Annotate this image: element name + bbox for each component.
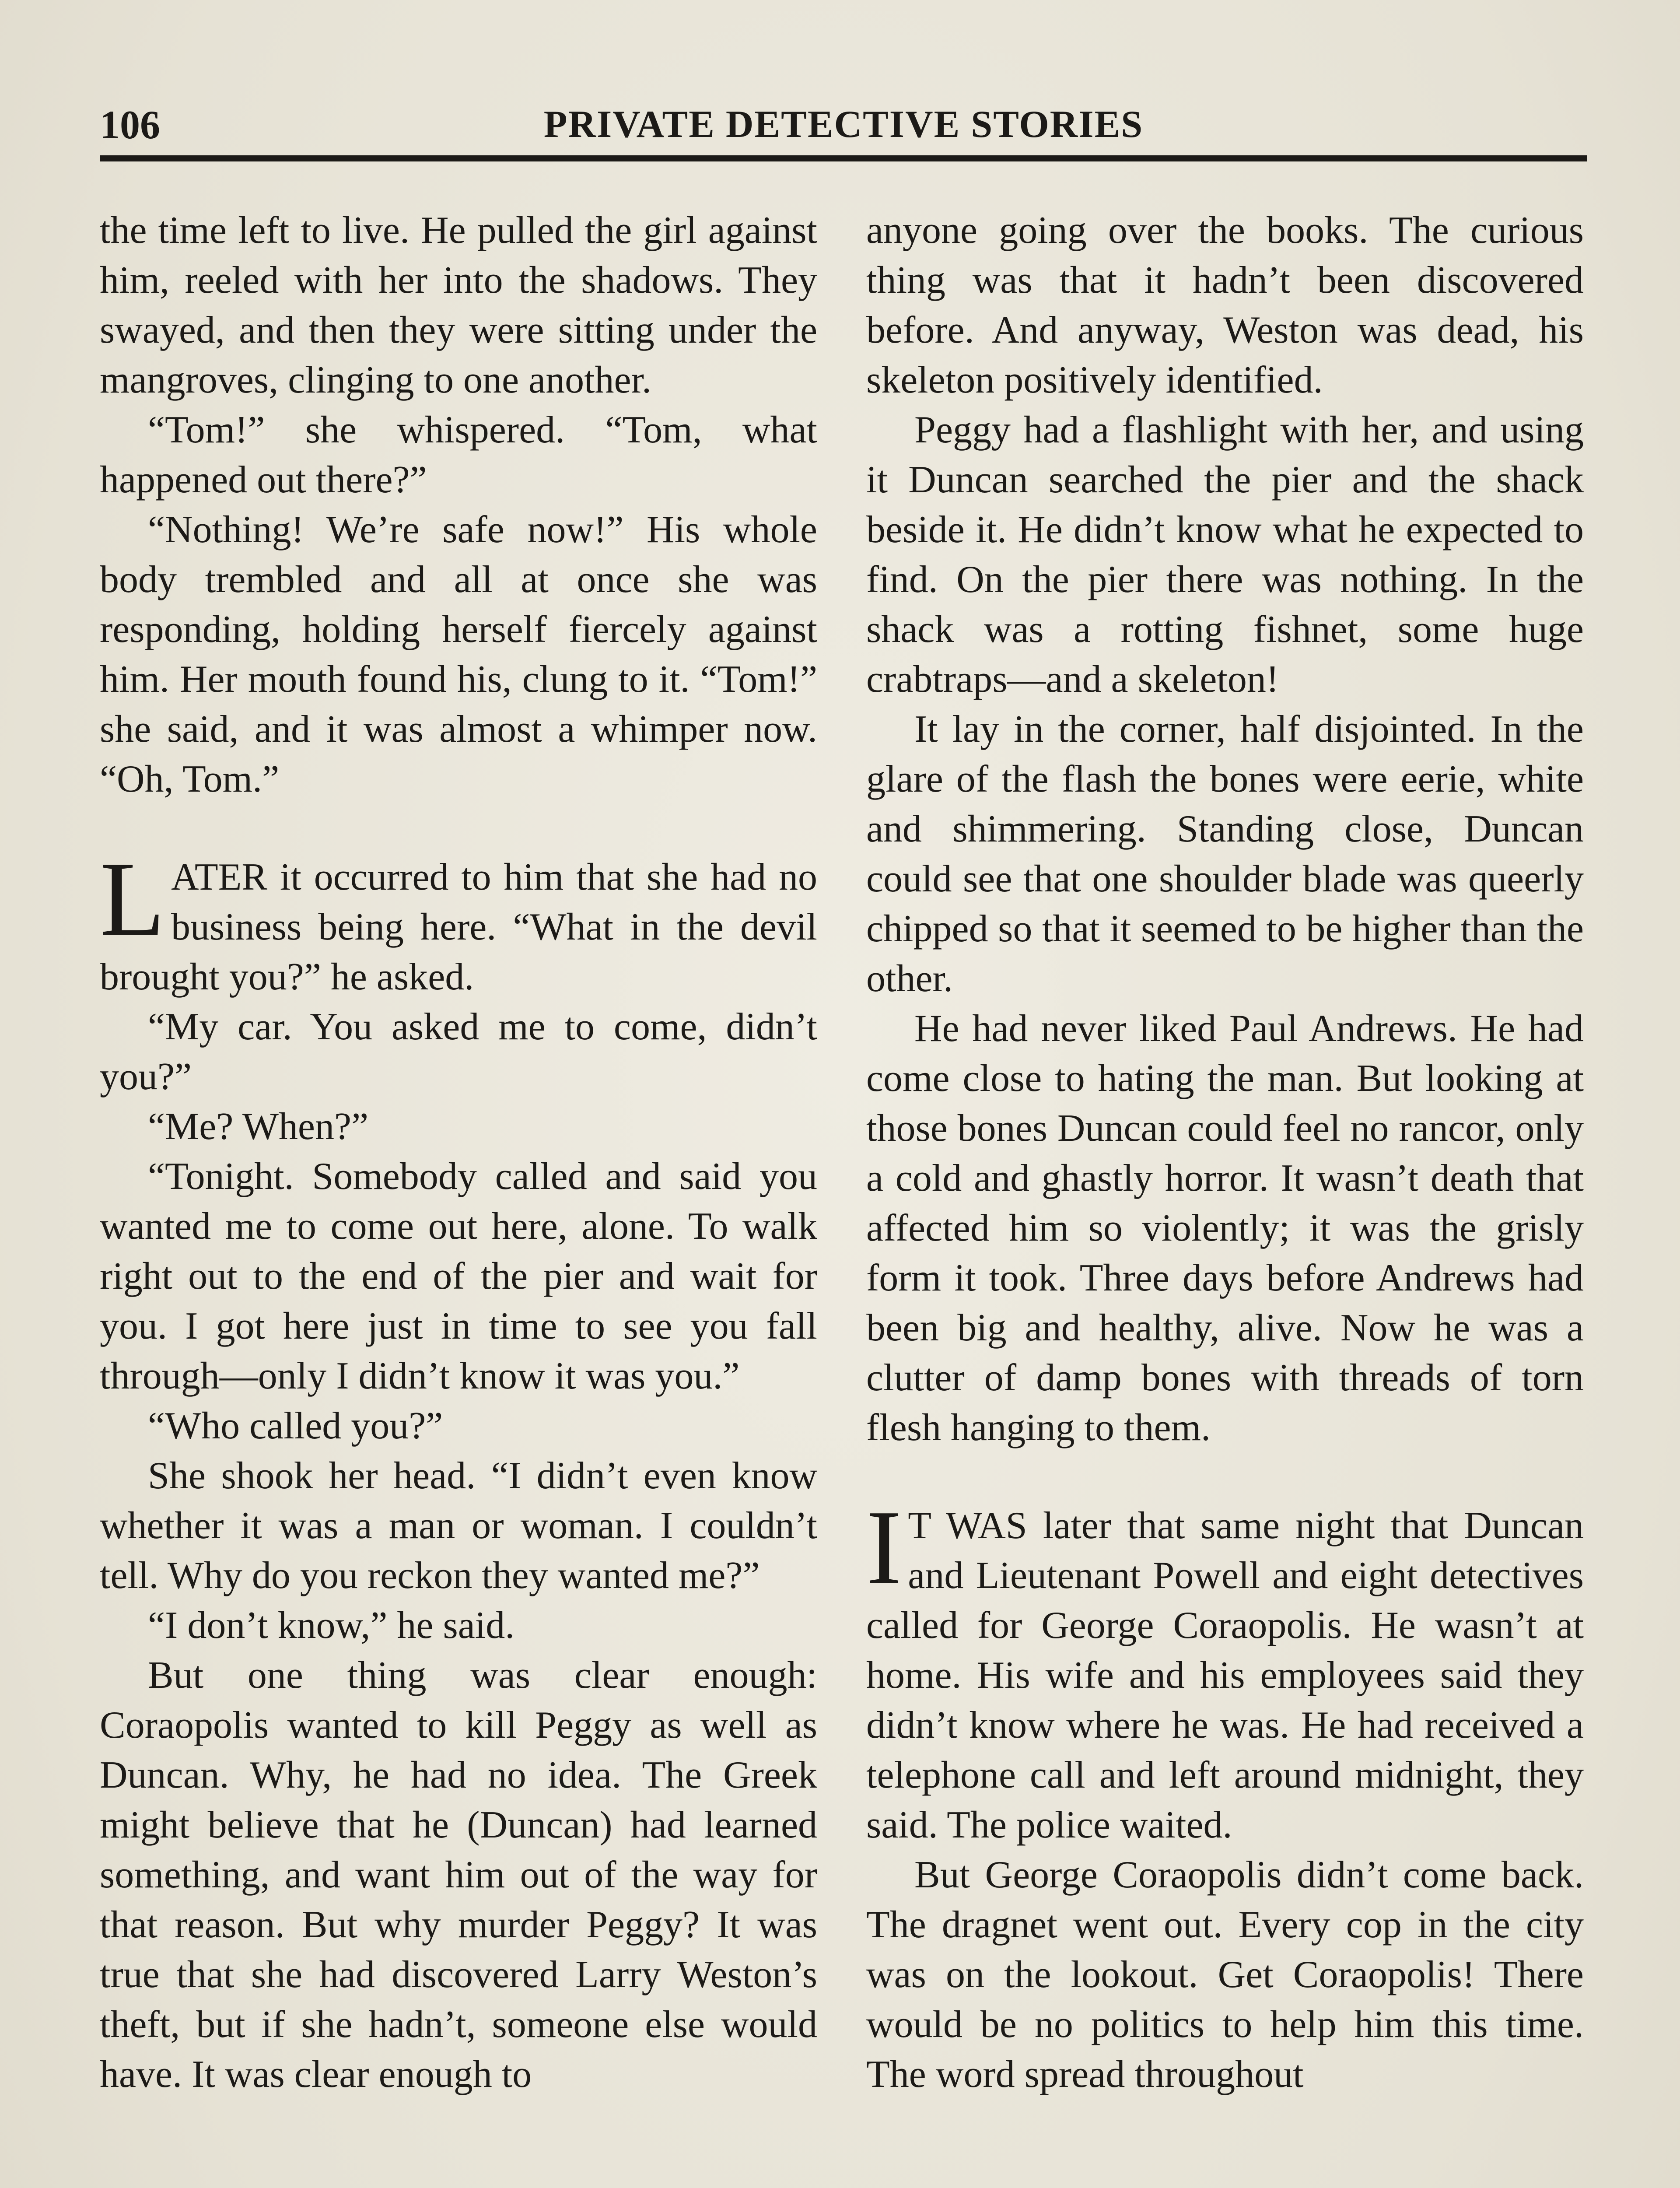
section-break-later <box>100 840 817 2100</box>
drop-cap: L <box>100 840 165 958</box>
paragraph: “Tom!” she whispered. “Tom, what happened out there?” <box>100 409 817 501</box>
paragraph: “Who called you?” <box>148 1405 443 1447</box>
header-rule <box>100 155 1587 161</box>
paragraph: the time left to live. He pulled the girl against him, reeled with her into the shadows. They swayed, and then they were sitting under the mangroves, clinging to one another. <box>100 209 817 401</box>
paragraph: “Nothing! We’re safe now!” His whole body trembled and all at once she was responding, holding herself fiercely against him. Her mouth found his, clung to it. “Tom!” she said, and it was almost a whimper now. “Oh, Tom.” <box>100 508 817 800</box>
paragraph: She shook her head. “I didn’t even know whether it was a man or woman. I couldn’t tell. Why do you reckon they wanted me?” <box>100 1455 817 1597</box>
paragraph: But George Coraopolis didn’t come back. The dragnet went out. Every cop in the city was on the lookout. Get Coraopolis! There would be no politics to help him this time. The word spread throughout <box>866 1854 1584 2096</box>
paragraph: But one thing was clear enough: Coraopolis wanted to kill Peggy as well as Duncan. Why, he had no idea. The Greek might believe that he (Duncan) had learned something, and want him out of the way for that reason. But why murder Peggy? It was true that she had discovered Larry Weston’s theft, but if she hadn’t, someone else would have. It was clear enough to <box>100 1654 817 2096</box>
paragraph: anyone going over the books. The curious thing was that it hadn’t been discovered before. And anyway, Weston was dead, his skeleton positively identified. <box>866 209 1584 401</box>
running-title: PRIVATE DETECTIVE STORIES <box>543 103 1144 146</box>
paragraph: Peggy had a flashlight with her, and using it Duncan searched the pier and the shack beside it. He didn’t know what he expected to find. On the pier there was nothing. In the shack was a rotting fishnet, some huge crabtraps—and a skeleton! <box>866 409 1584 701</box>
paragraph: “I don’t know,” he said. <box>148 1604 515 1647</box>
paragraph: “My car. You asked me to come, didn’t you?” <box>100 1006 817 1098</box>
section-opening-paragraph <box>100 840 817 1002</box>
right-column <box>866 206 1584 2100</box>
left-column <box>100 206 817 2100</box>
section-opening-text: T WAS later that same night that Duncan and Lieutenant Powell and eight detectives called for George Coraopolis. He wasn’t at home. His wife and his employees said they didn’t know where he was. He had received a telephone call and left around midnight, they said. The police waited. <box>866 1504 1584 1846</box>
page-header <box>100 98 1587 155</box>
paragraph: “Me? When?” <box>148 1105 369 1148</box>
paragraph: “Tonight. Somebody called and said you wanted me to come out here, alone. To walk right out to the end of the pier and wait for you. I got here just in time to see you fall through—only I didn’t know it was you.” <box>100 1155 817 1397</box>
section-opening-text: ATER it occurred to him that she had no business being here. “What in the devil brought you?” he asked. <box>100 856 817 998</box>
section-break-it-was <box>866 1488 1584 2100</box>
section-opening-paragraph <box>866 1488 1584 1850</box>
paragraph: It lay in the corner, half disjointed. In the glare of the flash the bones were eerie, white and shimmering. Standing close, Duncan could see that one shoulder blade was queerly chipped so that it seemed to be higher than the other. <box>866 708 1584 1000</box>
paragraph: He had never liked Paul Andrews. He had come close to hating the man. But looking at those bones Duncan could feel no rancor, only a cold and ghastly horror. It wasn’t death that affected him so violently; it was the grisly form it took. Three days before Andrews had been big and healthy, alive. Now he was a clutter of damp bones with threads of torn flesh hanging to them. <box>866 1007 1584 1449</box>
page-number: 106 <box>100 102 160 147</box>
drop-cap: I <box>866 1488 902 1606</box>
